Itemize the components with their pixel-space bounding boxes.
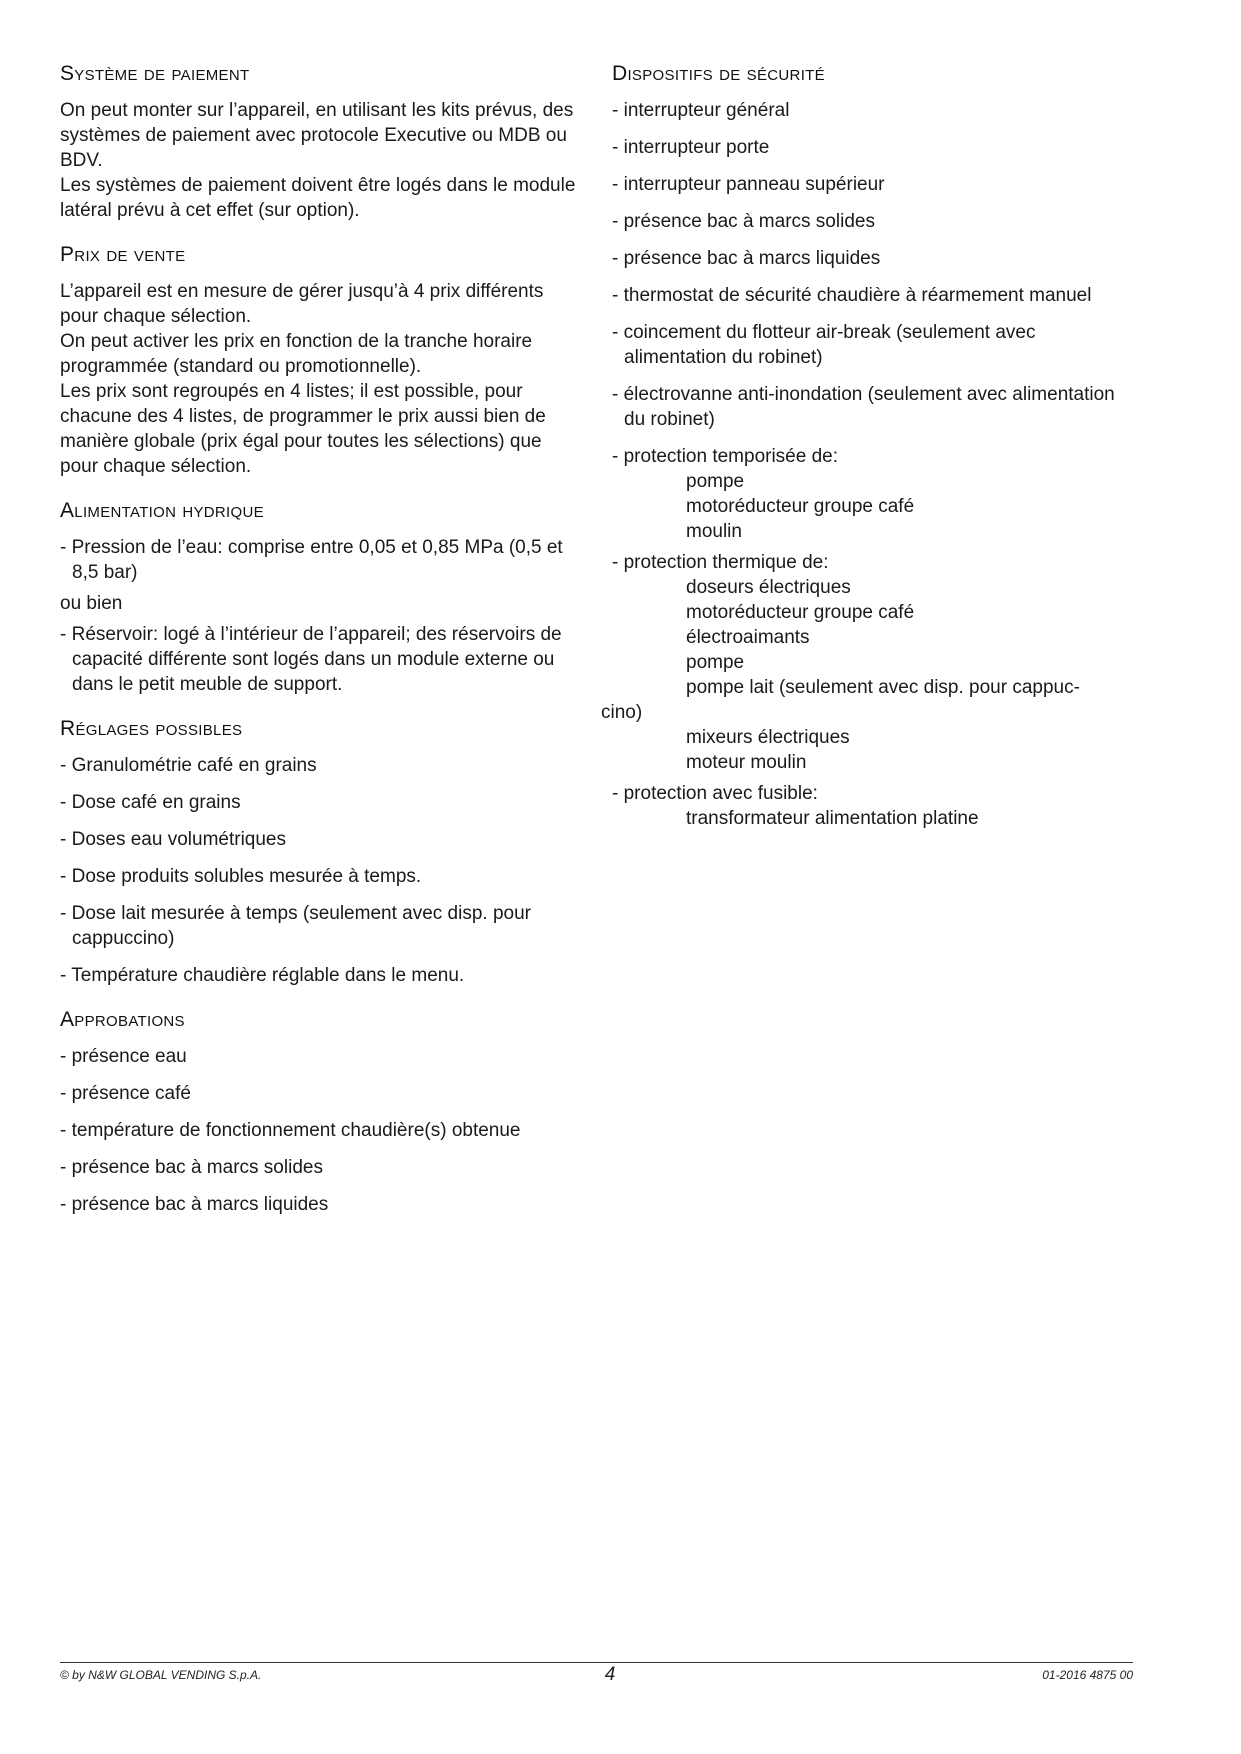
fuse-protection-group	[612, 781, 1137, 831]
payment-paragraph-2: Les systèmes de paiement doivent être logés dans le module latéral prévu à cet effet (sur option).	[60, 175, 576, 221]
approvals-heading: Approbations	[60, 1008, 185, 1031]
list-item: - thermostat de sécurité chaudière à réarmement manuel	[612, 285, 1092, 306]
list-item: - Température chaudière réglable dans le menu.	[60, 965, 465, 986]
document-code: 01-2016 4875 00	[1042, 1668, 1133, 1682]
list-item: - interrupteur panneau supérieur	[612, 174, 885, 195]
list-item: - Dose lait mesurée à temps (seulement avec disp. pour cappuccino)	[60, 903, 531, 949]
thermal-sub-item: moteur moulin	[686, 752, 807, 773]
thermal-sub-item-milk: pompe lait (seulement avec disp. pour cappuc-	[686, 677, 1080, 698]
thermal-protection-group	[601, 550, 1137, 775]
fuse-protection-label: - protection avec fusible:	[612, 783, 818, 804]
left-column	[60, 62, 580, 1229]
thermal-sub-item-milk-continuation: cino)	[601, 702, 643, 723]
safety-list	[612, 98, 1137, 432]
thermal-protection-label: - protection thermique de:	[612, 552, 829, 573]
thermal-sub-item: motoréducteur groupe café	[686, 602, 915, 623]
list-item: - Pression de l’eau: comprise entre 0,05 et 0,85 MPa (0,5 et 8,5 bar)	[60, 537, 563, 583]
thermal-sub-item: doseurs électriques	[686, 577, 851, 598]
list-item: - présence bac à marcs liquides	[60, 1194, 329, 1215]
timed-sub-item: pompe	[686, 471, 745, 492]
thermal-sub-item: pompe	[686, 652, 745, 673]
list-item: - interrupteur général	[612, 100, 790, 121]
list-item: - Granulométrie café en grains	[60, 755, 317, 776]
list-item: - présence bac à marcs solides	[612, 211, 875, 232]
thermal-sub-item: électroaimants	[686, 627, 810, 648]
payment-paragraph-1: On peut monter sur l’appareil, en utilisant les kits prévus, des systèmes de paiement avec protocole Executive ou MDB ou BDV.	[60, 100, 574, 171]
water-or: ou bien	[60, 593, 123, 614]
prices-paragraph-2: On peut activer les prix en fonction de la tranche horaire programmée (standard ou promotionnelle).	[60, 331, 533, 377]
prices-heading: Prix de vente	[60, 243, 186, 266]
list-item: - présence bac à marcs solides	[60, 1157, 323, 1178]
water-heading: Alimentation hydrique	[60, 499, 264, 522]
approvals-list	[60, 1044, 580, 1217]
fuse-sub-item: transformateur alimentation platine	[686, 808, 979, 829]
list-item: - présence bac à marcs liquides	[612, 248, 881, 269]
page-number: 4	[604, 1664, 616, 1685]
water-list-2	[60, 622, 580, 697]
timed-sub-item: moulin	[686, 521, 742, 542]
settings-heading: Réglages possibles	[60, 717, 243, 740]
water-list	[60, 535, 580, 585]
payment-heading: Système de paiement	[60, 62, 250, 85]
settings-list	[60, 753, 580, 988]
footer-rule	[60, 1662, 1133, 1663]
timed-sub-item: motoréducteur groupe café	[686, 496, 915, 517]
list-item: - présence café	[60, 1083, 191, 1104]
timed-protection-label: - protection temporisée de:	[612, 446, 839, 467]
list-item: - température de fonctionnement chaudière(s) obtenue	[60, 1120, 521, 1141]
right-column	[601, 62, 1137, 837]
list-item: - Dose produits solubles mesurée à temps.	[60, 866, 422, 887]
list-item: - électrovanne anti-inondation (seulement avec alimentation du robinet)	[612, 384, 1115, 430]
footer-copyright: © by N&W GLOBAL VENDING S.p.A.	[60, 1668, 262, 1682]
list-item: - Dose café en grains	[60, 792, 241, 813]
list-item: - interrupteur porte	[612, 137, 770, 158]
thermal-sub-item: mixeurs électriques	[686, 727, 850, 748]
list-item: - Réservoir: logé à l’intérieur de l’appareil; des réservoirs de capacité différente sont logés dans un module externe ou dans le petit meuble de support.	[60, 624, 562, 695]
prices-paragraph-3: Les prix sont regroupés en 4 listes; il est possible, pour chacune des 4 listes, de programmer le prix aussi bien de manière globale (prix égal pour toutes les sélections) que pour chaque sélection.	[60, 381, 546, 477]
safety-heading: Dispositifs de sécurité	[612, 62, 825, 85]
timed-protection-group	[612, 444, 1137, 544]
list-item: - coincement du flotteur air-break (seulement avec alimentation du robinet)	[612, 322, 1036, 368]
prices-paragraph-1: L’appareil est en mesure de gérer jusqu’à 4 prix différents pour chaque sélection.	[60, 281, 544, 327]
list-item: - présence eau	[60, 1046, 187, 1067]
list-item: - Doses eau volumétriques	[60, 829, 286, 850]
